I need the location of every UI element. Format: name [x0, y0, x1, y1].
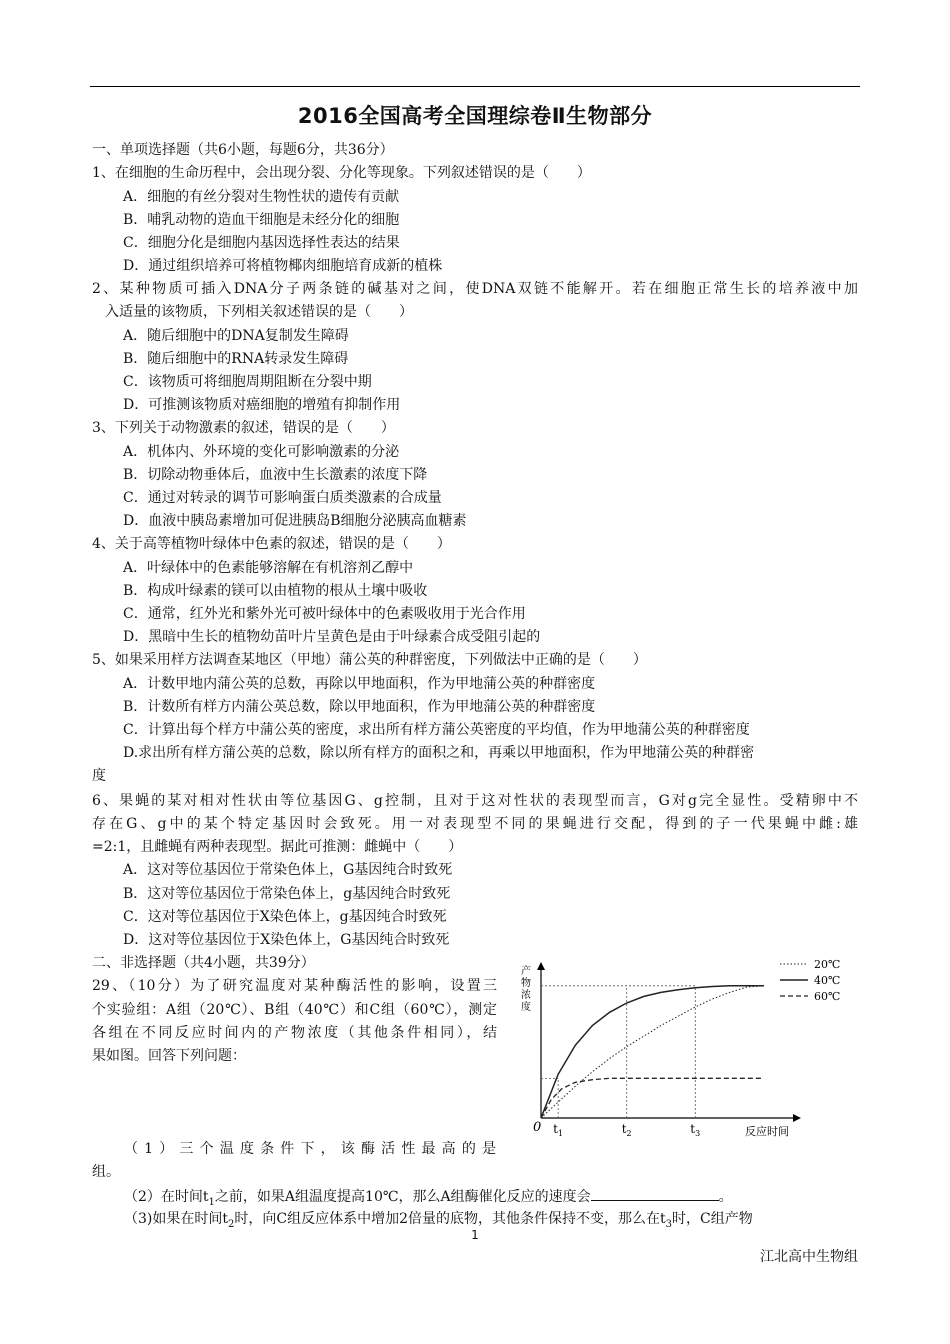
series-line-60℃ — [541, 1078, 764, 1118]
question-5-option-b: B．计数所有样方内蒲公英总数，除以甲地面积，作为甲地蒲公英的种群密度 — [123, 699, 596, 715]
part3-text-b: 时，向C组反应体系中增加2倍量的底物，其他条件保持不变，那么在t — [234, 1211, 666, 1227]
question-3-stem: 3、下列关于动物激素的叙述，错误的是（ ） — [92, 420, 395, 436]
question-29-stem-line1: 29、（10分）为了研究温度对某种酶活性的影响，设置三 — [92, 978, 497, 994]
x-axis-arrow — [793, 1114, 801, 1122]
question-5-option-c: C．计算出每个样方中蒲公英的密度，求出所有样方蒲公英密度的平均值，作为甲地蒲公英的种群密度 — [123, 722, 750, 738]
part2-text-pre: （2）在时间t — [124, 1189, 209, 1205]
question-1-option-c: C．细胞分化是细胞内基因选择性表达的结果 — [123, 235, 400, 251]
header-rule — [90, 86, 860, 87]
part3-sub-2: 3 — [665, 1218, 672, 1230]
question-6-option-a: A．这对等位基因位于常染色体上，G基因纯合时致死 — [123, 862, 453, 878]
question-29-part1-line2: 组。 — [92, 1164, 120, 1180]
part3-text-c: 时，C组产物 — [672, 1211, 753, 1227]
y-axis-arrow — [537, 962, 545, 970]
question-5-option-d: D.求出所有样方蒲公英的总数，除以所有样方的面积之和，再乘以甲地面积，作为甲地蒲公英的种群密 — [123, 745, 755, 761]
page-title: 2016全国高考全国理综卷Ⅱ生物部分 — [297, 104, 653, 128]
part3-text-a: （3)如果在时间t — [124, 1211, 228, 1227]
question-6-option-d: D．这对等位基因位于X染色体上，G基因纯合时致死 — [123, 932, 450, 948]
question-6-stem-line1: 6、果蝇的某对相对性状由等位基因G、g控制，且对于这对性状的表现型而言，G对g完全显性。受精卵中不 — [92, 793, 858, 809]
part3-sub-1: 2 — [228, 1218, 235, 1230]
answer-blank[interactable] — [591, 1186, 719, 1201]
part2-text-post: 之前，如果A组温度提高10℃，那么A组酶催化反应的速度会 — [214, 1189, 591, 1205]
question-6-option-b: B．这对等位基因位于常染色体上，g基因纯合时致死 — [123, 886, 451, 902]
question-3-option-b: B．切除动物垂体后，血液中生长激素的浓度下降 — [123, 467, 428, 483]
question-2-stem-line1: 2、某种物质可插入DNA分子两条链的碱基对之间，使DNA双链不能解开。若在细胞正常生长的培养液中加 — [92, 281, 858, 297]
section-heading-1: 一、单项选择题（共6小题，每题6分，共36分） — [92, 142, 394, 158]
question-2-option-a: A．随后细胞中的DNA复制发生障碍 — [123, 328, 349, 344]
question-1-option-a: A．细胞的有丝分裂对生物性状的遗传有贡献 — [123, 189, 400, 205]
question-29-stem-line2: 个实验组：A组（20℃）、B组（40℃）和C组（60℃），测定 — [92, 1002, 497, 1018]
question-29-stem-line4: 果如图。回答下列问题： — [92, 1048, 246, 1064]
section-heading-2: 二、非选择题（共4小题，共39分） — [92, 955, 315, 971]
part2-sub: 1 — [208, 1196, 215, 1208]
question-2-stem-line2: 入适量的该物质，下列相关叙述错误的是（ ） — [105, 304, 413, 320]
question-6-option-c: C．这对等位基因位于X染色体上，g基因纯合时致死 — [123, 909, 447, 925]
page-number: 1 — [471, 1228, 479, 1242]
question-3-option-d: D．血液中胰岛素增加可促进胰岛B细胞分泌胰高血糖素 — [123, 513, 467, 529]
legend-label: 60℃ — [814, 990, 841, 1003]
question-4-option-b: B．构成叶绿素的镁可以由植物的根从土壤中吸收 — [123, 583, 428, 599]
question-2-option-c: C．该物质可将细胞周期阻断在分裂中期 — [123, 374, 372, 390]
x-axis-label: 反应时间 — [745, 1125, 789, 1138]
x-tick-label: $t_3$ — [690, 1122, 701, 1138]
enzyme-activity-chart — [508, 952, 860, 1142]
origin-label: 0 — [533, 1120, 542, 1135]
question-2-option-b: B．随后细胞中的RNA转录发生障碍 — [123, 351, 349, 367]
question-4-option-d: D．黑暗中生长的植物幼苗叶片呈黄色是由于叶绿素合成受阻引起的 — [123, 629, 541, 645]
question-3-option-a: A．机体内、外环境的变化可影响激素的分泌 — [123, 444, 400, 460]
part2-end: 。 — [718, 1189, 733, 1205]
question-6-stem-line2: 存在G、g中的某个特定基因时会致死。用一对表现型不同的果蝇进行交配，得到的子一代果蝇中雌:雄 — [92, 816, 858, 832]
question-1-stem: 1、在细胞的生命历程中，会出现分裂、分化等现象。下列叙述错误的是（ ） — [92, 165, 591, 181]
y-axis-label: 产物浓度 — [521, 966, 531, 1013]
question-5-stem: 5、如果采用样方法调查某地区（甲地）蒲公英的种群密度，下列做法中正确的是（ ） — [92, 652, 647, 668]
series-line-40℃ — [541, 986, 764, 1118]
footer-org: 江北高中生物组 — [760, 1249, 858, 1265]
question-4-stem: 4、关于高等植物叶绿体中色素的叙述，错误的是（ ） — [92, 536, 451, 552]
question-6-stem-line3: =2:1，且雌蝇有两种表现型。据此可推测：雌蝇中（ ） — [92, 839, 463, 855]
question-4-option-c: C．通常，红外光和紫外光可被叶绿体中的色素吸收用于光合作用 — [123, 606, 526, 622]
question-3-option-c: C．通过对转录的调节可影响蛋白质类激素的合成量 — [123, 490, 442, 506]
legend-label: 20℃ — [814, 958, 841, 971]
question-1-option-b: B．哺乳动物的造血干细胞是未经分化的细胞 — [123, 212, 400, 228]
question-1-option-d: D．通过组织培养可将植物椰肉细胞培育成新的植株 — [123, 258, 443, 274]
question-5-option-a: A．计数甲地内蒲公英的总数，再除以甲地面积，作为甲地蒲公英的种群密度 — [123, 676, 596, 692]
legend-label: 40℃ — [814, 974, 841, 987]
question-2-option-d: D．可推测该物质对癌细胞的增殖有抑制作用 — [123, 397, 401, 413]
x-tick-label: $t_2$ — [621, 1122, 632, 1138]
series-line-20℃ — [541, 986, 764, 1118]
question-4-option-a: A．叶绿体中的色素能够溶解在有机溶剂乙醇中 — [123, 560, 414, 576]
question-29-part1-line1: （1）三个温度条件下，该酶活性最高的是 — [124, 1141, 496, 1157]
question-29-stem-line3: 各组在不同反应时间内的产物浓度（其他条件相同），结 — [92, 1025, 497, 1041]
x-tick-label: $t_1$ — [553, 1122, 564, 1138]
question-5-option-d-tail: 度 — [92, 768, 106, 784]
